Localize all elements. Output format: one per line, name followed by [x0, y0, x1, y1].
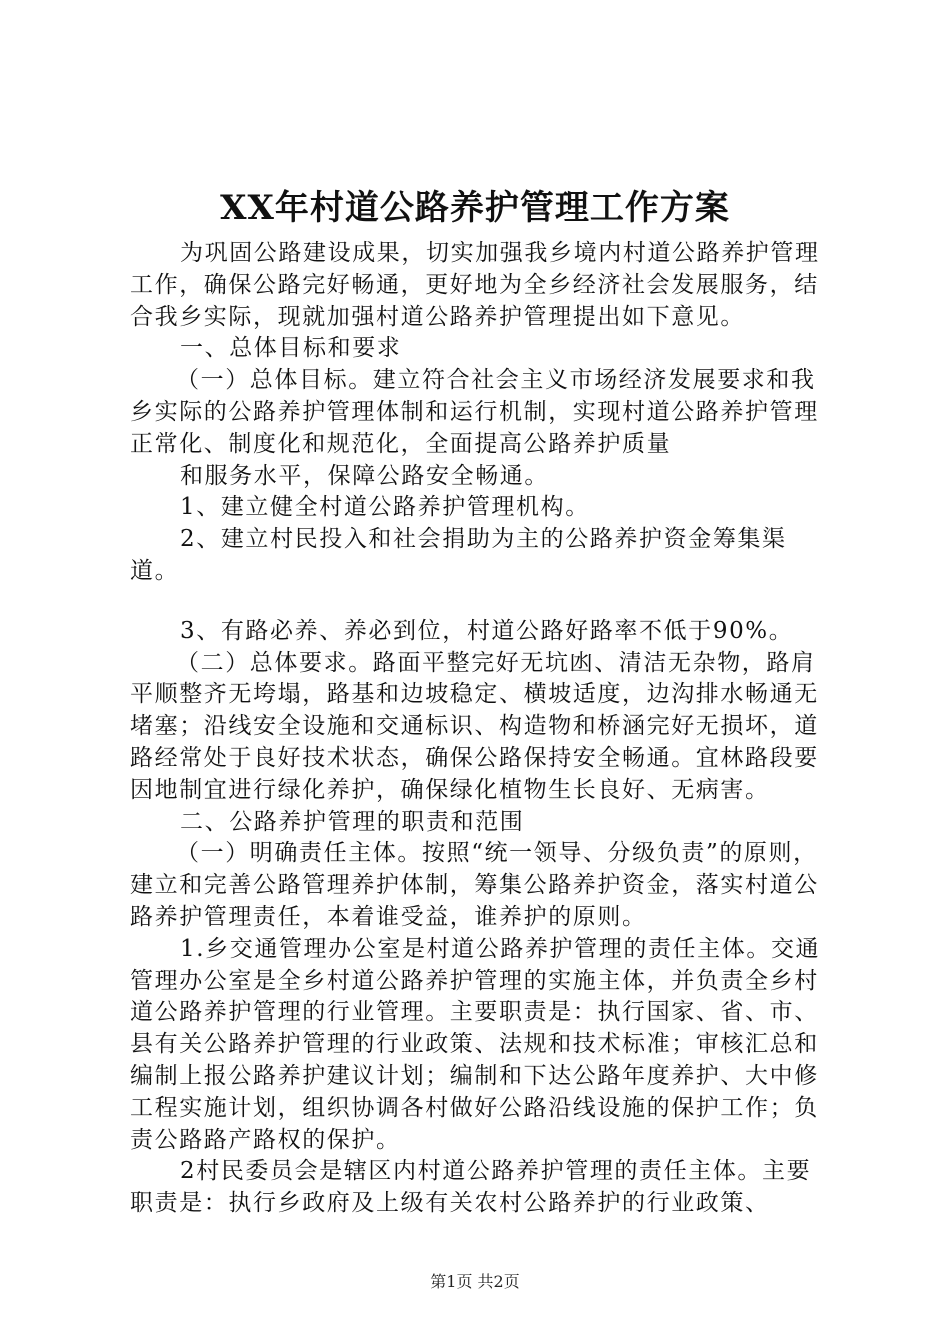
paragraph-overall-requirements: （二）总体要求。路面平整完好无坑凼、清洁无杂物，路肩平顺整齐无垮塌，路基和边坡稳定、横坡适度，边沟排水畅通无堵塞；沿线安全设施和交通标识、构造物和桥涵完好无损坏，道路经常处于良好技术状态，确保公路保持安全畅通。宜林路段要因地制宜进行绿化养护，确保绿化植物生长良好、无病害。 [130, 649, 819, 803]
document-title: XX年村道公路养护管理工作方案 [220, 188, 730, 228]
section-heading-1: 一、总体目标和要求 [180, 335, 402, 362]
list-item-2: 2、建立村民投入和社会捐助为主的公路养护资金筹集渠道。 [130, 526, 787, 584]
paragraph-intro: 为巩固公路建设成果，切实加强我乡境内村道公路养护管理工作，确保公路完好畅通，更好地为全乡经济社会发展服务，结合我乡实际，现就加强村道公路养护管理提出如下意见。 [130, 240, 820, 330]
section-heading-2: 二、公路养护管理的职责和范围 [180, 808, 525, 835]
blank-line [130, 588, 830, 616]
paragraph-overall-goal: （一）总体目标。建立符合社会主义市场经济发展要求和我乡实际的公路养护管理体制和运行机制，实现村道公路养护管理正常化、制度化和规范化，全面提高公路养护质量 [130, 367, 819, 457]
list-item-1: 1、建立健全村道公路养护管理机构。 [180, 494, 590, 521]
paragraph-goal-continued: 和服务水平，保障公路安全畅通。 [180, 462, 549, 489]
document-body [130, 238, 830, 1220]
paragraph-transport-office: 1.乡交通管理办公室是村道公路养护管理的责任主体。交通管理办公室是全乡村道公路养护管理的实施主体，并负责全乡村道公路养护管理的行业管理。主要职责是：执行国家、省、市、县有关公路养护管理的行业政策、法规和技术标准；审核汇总和编制上报公路养护建议计划；编制和下达公路年度养护、大中修工程实施计划，组织协调各村做好公路沿线设施的保护工作；负责公路路产路权的保护。 [130, 935, 821, 1153]
paragraph-responsibility: （一）明确责任主体。按照“统一领导、分级负责”的原则，建立和完善公路管理养护体制，筹集公路养护资金，落实村道公路养护管理责任，本着谁受益，谁养护的原则。 [130, 840, 819, 930]
list-item-3: 3、有路必养、养必到位，村道公路好路率不低于90%。 [180, 617, 794, 644]
paragraph-village-committee: 2村民委员会是辖区内村道公路养护管理的责任主体。主要职责是：执行乡政府及上级有关农村公路养护的行业政策、 [130, 1158, 812, 1217]
page-footer: 第1页 共2页 [430, 1272, 520, 1291]
